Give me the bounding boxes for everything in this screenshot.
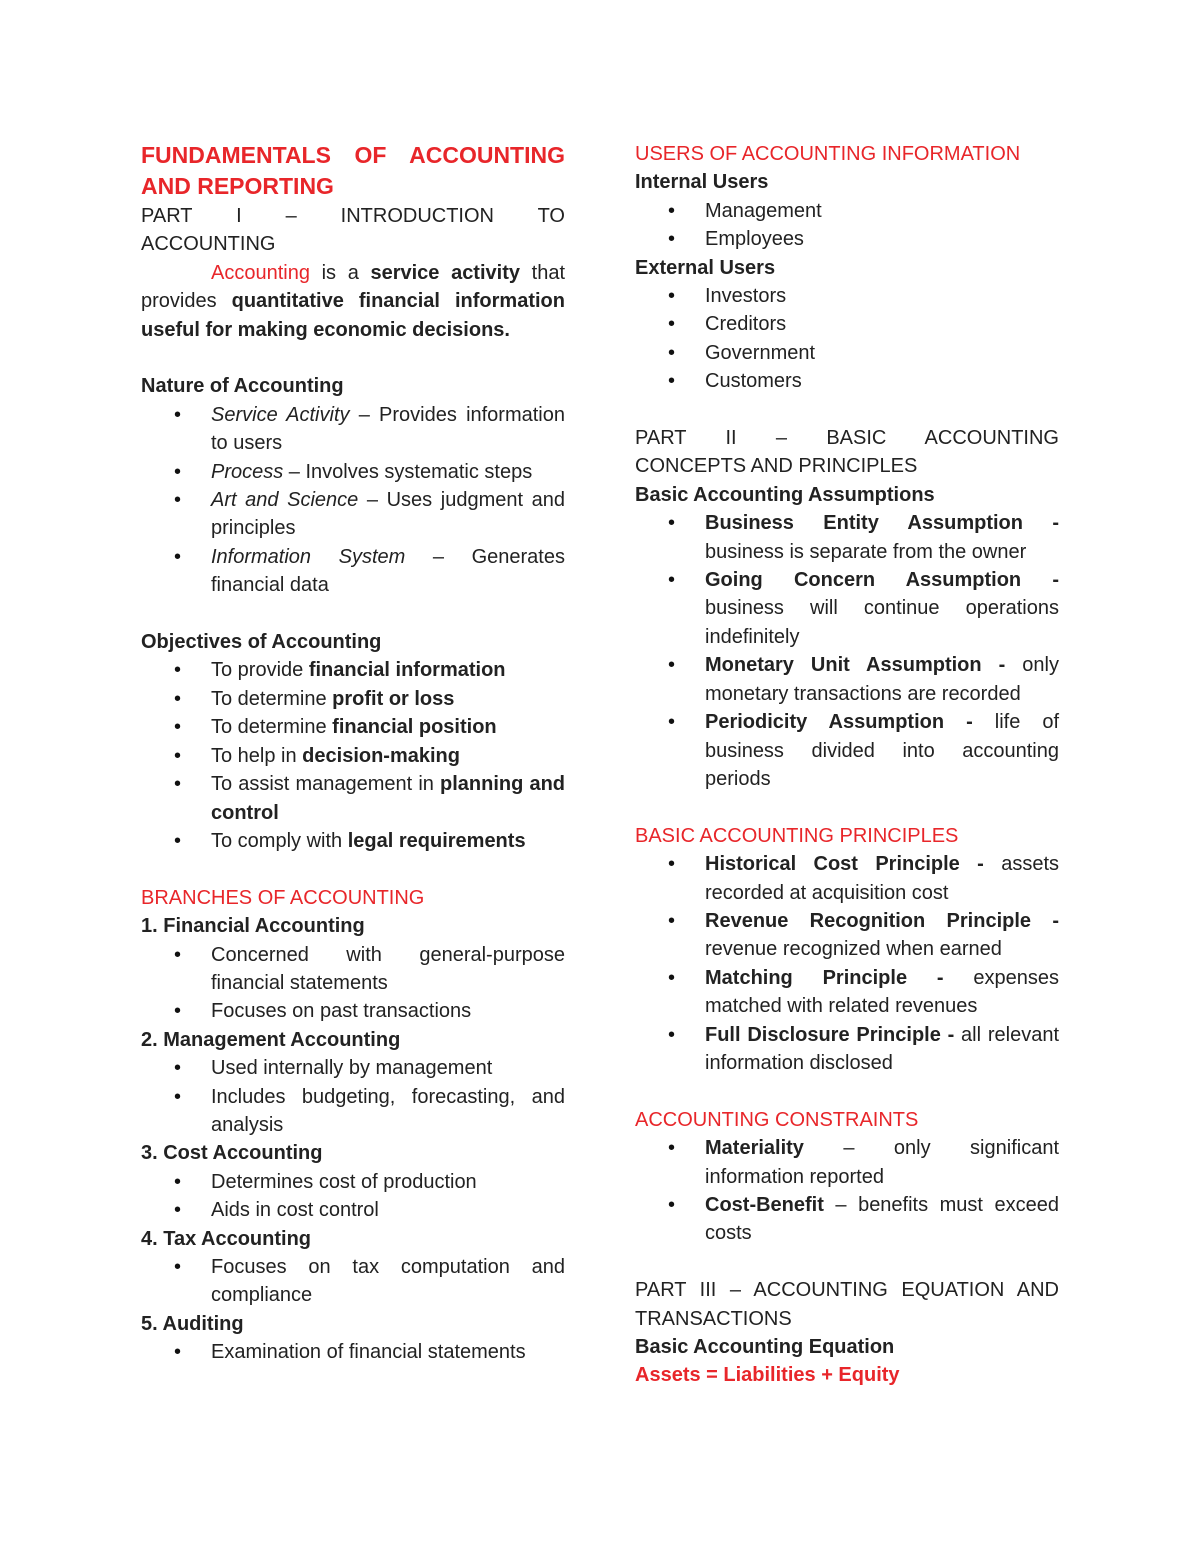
list-item: • To determine profit or loss: [141, 685, 565, 713]
internal-users-list: [635, 197, 1059, 254]
part2-heading-line2: CONCEPTS AND PRINCIPLES: [635, 455, 918, 478]
branch-list: [141, 1054, 565, 1139]
definition-term: Accounting: [211, 261, 310, 284]
branch-list: [141, 941, 565, 1026]
list-item: • Determines cost of production: [141, 1168, 565, 1196]
objectives-list: [141, 656, 565, 855]
list-item: • Process – Involves systematic steps: [141, 458, 565, 486]
list-item: • To assist management in planning and control: [141, 770, 565, 827]
list-item: • Matching Principle - expenses matched with related revenues: [635, 964, 1059, 1021]
list-item: • Periodicity Assumption - life of business divided into accounting periods: [635, 708, 1059, 793]
principles-list: [635, 850, 1059, 1077]
constraints-list: [635, 1134, 1059, 1248]
list-item: • Includes budgeting, forecasting, and analysis: [141, 1083, 565, 1140]
list-item: • Concerned with general-purpose financial statements: [141, 941, 565, 998]
branch-title: 1. Financial Accounting: [141, 915, 365, 938]
list-item: • To comply with legal requirements: [141, 827, 565, 855]
list-item: • Historical Cost Principle - assets recorded at acquisition cost: [635, 850, 1059, 907]
part3-heading-line2: TRANSACTIONS: [635, 1307, 792, 1330]
branch-list: [141, 1168, 565, 1225]
constraints-heading: ACCOUNTING CONSTRAINTS: [635, 1108, 919, 1131]
part3-heading-line1: PART III – ACCOUNTING EQUATION AND: [635, 1279, 1059, 1302]
branch-title: 4. Tax Accounting: [141, 1227, 312, 1250]
list-item: • Materiality – only significant information reported: [635, 1134, 1059, 1191]
assumptions-heading: Basic Accounting Assumptions: [635, 483, 935, 506]
part1-heading-line2: ACCOUNTING: [141, 233, 276, 256]
list-item: • Management: [635, 197, 1059, 225]
document-title-line2: AND REPORTING: [141, 173, 334, 199]
nature-list: [141, 401, 565, 600]
list-item: • Government: [635, 339, 1059, 367]
list-item: • Creditors: [635, 310, 1059, 338]
list-item: • To help in decision-making: [141, 742, 565, 770]
list-item: • Going Concern Assumption - business will continue operations indefinitely: [635, 566, 1059, 651]
list-item: • Information System – Generates financial data: [141, 543, 565, 600]
branch-list: [141, 1253, 565, 1310]
accounting-definition: Accounting is a service activity that provides quantitative financial information useful for making economic decisions.: [141, 261, 566, 341]
left-column: [141, 140, 565, 1367]
list-item: • Monetary Unit Assumption - only monetary transactions are recorded: [635, 651, 1059, 708]
accounting-equation: Assets = Liabilities + Equity: [635, 1364, 900, 1387]
list-item: • Used internally by management: [141, 1054, 565, 1082]
external-users-list: [635, 282, 1059, 396]
internal-users-title: Internal Users: [635, 171, 769, 194]
list-item: • Business Entity Assumption - business is separate from the owner: [635, 509, 1059, 566]
part1-heading-line1: PART I – INTRODUCTION TO: [141, 205, 565, 227]
external-users-title: External Users: [635, 256, 776, 279]
list-item: • Focuses on tax computation and compliance: [141, 1253, 565, 1310]
branch-title: 3. Cost Accounting: [141, 1142, 323, 1165]
list-item: • Aids in cost control: [141, 1196, 565, 1224]
list-item: • Cost-Benefit – benefits must exceed costs: [635, 1191, 1059, 1248]
nature-heading: Nature of Accounting: [141, 375, 344, 398]
users-heading: USERS OF ACCOUNTING INFORMATION: [635, 143, 1021, 165]
list-item: • Employees: [635, 225, 1059, 253]
list-item: • Revenue Recognition Principle - revenue recognized when earned: [635, 907, 1059, 964]
list-item: • Customers: [635, 367, 1059, 395]
list-item: • Examination of financial statements: [141, 1338, 565, 1366]
assumptions-list: [635, 509, 1059, 793]
list-item: • Investors: [635, 282, 1059, 310]
equation-heading: Basic Accounting Equation: [635, 1336, 895, 1358]
list-item: • To determine financial position: [141, 713, 565, 741]
list-item: • Art and Science – Uses judgment and principles: [141, 486, 565, 543]
part2-heading-line1: PART II – BASIC ACCOUNTING: [635, 427, 1059, 450]
right-column: [635, 140, 1059, 1390]
objectives-heading: Objectives of Accounting: [141, 631, 382, 654]
list-item: • Full Disclosure Principle - all relevant information disclosed: [635, 1021, 1059, 1078]
branch-title: 5. Auditing: [141, 1312, 244, 1335]
list-item: • To provide financial information: [141, 656, 565, 684]
list-item: • Focuses on past transactions: [141, 997, 565, 1025]
list-item: • Service Activity – Provides information to users: [141, 401, 565, 458]
branches-heading: BRANCHES OF ACCOUNTING: [141, 886, 425, 909]
branch-title: 2. Management Accounting: [141, 1028, 401, 1051]
principles-heading: BASIC ACCOUNTING PRINCIPLES: [635, 824, 959, 847]
document-title-line1: FUNDAMENTALS OF ACCOUNTING: [141, 142, 565, 168]
branch-list: [141, 1338, 565, 1366]
